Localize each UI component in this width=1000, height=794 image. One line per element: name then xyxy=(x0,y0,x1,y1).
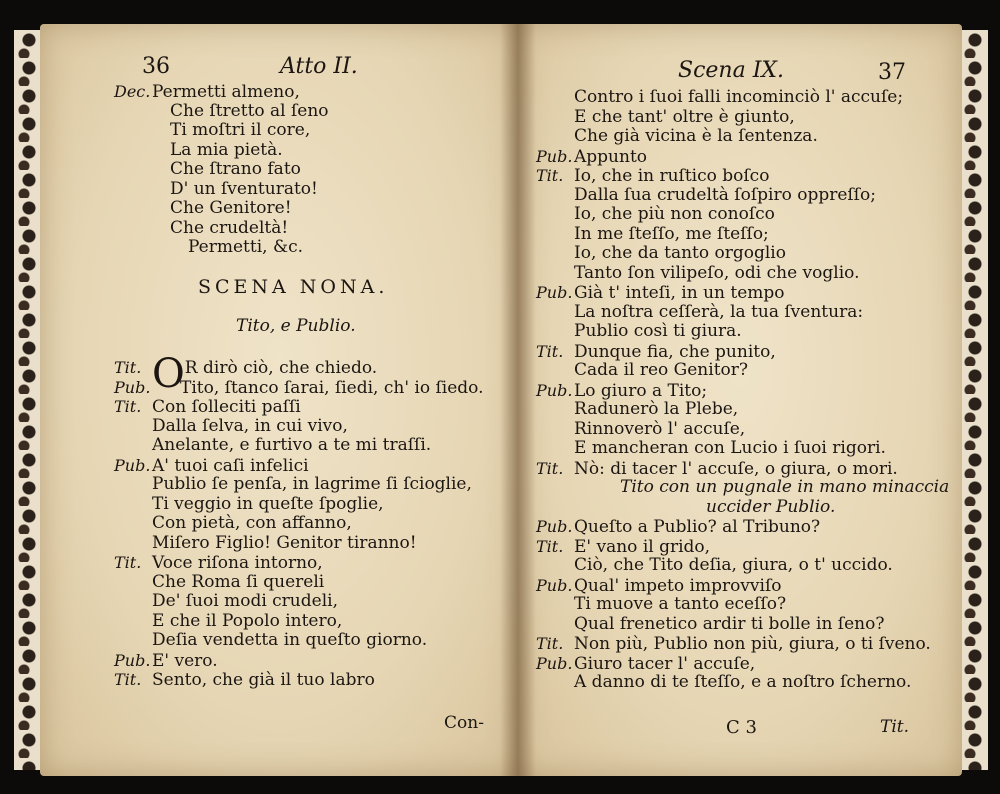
verse-text: Che crudeltà! xyxy=(170,217,289,238)
speaker-label: Tit. xyxy=(114,553,142,572)
text-line xyxy=(114,475,484,495)
text-line xyxy=(536,634,949,654)
speaker-label: Pub. xyxy=(536,380,573,400)
left-page xyxy=(40,24,518,776)
speaker-label: Tit. xyxy=(536,166,564,185)
text-line xyxy=(114,238,329,258)
left-dialogue xyxy=(114,351,484,690)
left-page-number: 36 xyxy=(142,54,170,79)
text-line xyxy=(536,127,949,147)
right-page xyxy=(518,24,962,776)
text-line xyxy=(536,459,949,479)
verse-text: Deſia vendetta in queſto giorno. xyxy=(152,630,428,650)
verse-text: Tanto ſon vilipeſo, odi che voglio. xyxy=(574,262,860,283)
verse-text: Qual' impeto improvviſo xyxy=(574,575,782,596)
verse-text: Contro i ſuoi falli incominciò l' accuſe; xyxy=(574,87,904,107)
speaker-label: Tit. xyxy=(114,397,142,416)
verse-text: Che ſtrano fato xyxy=(170,159,301,179)
verse-text: Queſto a Publio? al Tribuno? xyxy=(574,517,821,537)
verse-text: Io, che in ruſtico boſco xyxy=(574,166,770,186)
scene-heading: SCENA NONA. xyxy=(198,276,389,298)
verse-text: De' ſuoi modi crudeli, xyxy=(152,591,338,611)
book-gutter xyxy=(500,24,536,776)
verse-text: E' vero. xyxy=(152,650,218,671)
verse-text: Già t' inteſi, in un tempo xyxy=(574,283,785,303)
verse-text: A danno di te ſteſſo, e a noſtro ſcherno. xyxy=(574,672,912,692)
right-running-head: Scena IX. xyxy=(678,58,785,83)
text-line xyxy=(536,615,949,635)
verse-text: Dalla ſelva, in cui vivo, xyxy=(152,415,348,436)
verse-text: Nò: di tacer l' accuſe, o giura, o mori. xyxy=(574,458,898,479)
text-line xyxy=(536,439,949,459)
speaker-label: Tit. xyxy=(536,634,564,653)
stage-direction: uccider Publio. xyxy=(706,496,836,517)
speaker-label: Dec. xyxy=(114,82,151,101)
text-line xyxy=(536,283,949,303)
scene-characters: Tito, e Publio. xyxy=(236,316,356,336)
right-marbled-edge xyxy=(960,30,988,770)
verse-text: Ciò, che Tito deſia, giura, o t' uccido. xyxy=(574,555,893,575)
text-line xyxy=(114,141,329,161)
text-line xyxy=(536,225,949,245)
speaker-label: Pub. xyxy=(114,377,151,397)
verse-text: Ti muove a tanto eceſſo? xyxy=(574,594,787,614)
speaker-label: Tit. xyxy=(536,536,564,556)
right-dialogue xyxy=(536,88,949,693)
text-line xyxy=(114,121,329,141)
text-line xyxy=(114,436,484,456)
verse-text: Publio così ti giura. xyxy=(574,321,742,341)
text-line xyxy=(536,517,949,537)
speaker-label: Pub. xyxy=(114,650,151,670)
speaker-label: Tit. xyxy=(536,341,564,361)
text-line xyxy=(114,397,484,417)
right-page-number: 37 xyxy=(878,60,906,85)
speaker-label: Pub. xyxy=(536,653,573,673)
verse-text: Rinnoverò l' accuſe, xyxy=(574,418,746,439)
text-line xyxy=(536,244,949,264)
verse-text: E mancheran con Lucio i ſuoi rigori. xyxy=(574,438,886,458)
text-line xyxy=(536,88,949,108)
text-line xyxy=(114,651,484,671)
text-line xyxy=(114,417,484,437)
text-line xyxy=(114,631,484,651)
text-line xyxy=(114,102,329,122)
verse-text: Dalla ſua crudeltà ſoſpiro oppreſſo; xyxy=(574,184,876,205)
text-line xyxy=(536,420,949,440)
verse-text: Permetti almeno, xyxy=(152,82,300,102)
verse-text: La mia pietà. xyxy=(170,139,283,160)
text-line xyxy=(536,400,949,420)
verse-text: R dirò ciò, che chiedo. xyxy=(184,358,378,378)
right-catchword: Tit. xyxy=(880,717,910,737)
verse-text: Appunto xyxy=(574,146,648,167)
text-line xyxy=(114,495,484,515)
verse-text: Dunque fia, che punito, xyxy=(574,341,776,362)
left-running-head: Atto II. xyxy=(280,54,358,79)
text-line xyxy=(114,456,484,476)
verse-text: Ti moſtri il core, xyxy=(170,120,311,140)
verse-text: Io, che da tanto orgoglio xyxy=(574,243,786,263)
text-line xyxy=(536,556,949,576)
text-line xyxy=(536,576,949,596)
text-line xyxy=(114,82,329,102)
verse-text: Radunerò la Plebe, xyxy=(574,399,739,419)
text-line xyxy=(536,478,949,498)
signature-mark: C 3 xyxy=(726,717,757,738)
left-top-verse xyxy=(114,82,329,258)
text-line xyxy=(114,180,329,200)
verse-text: Voce riſona intorno, xyxy=(152,553,323,573)
verse-text: La noſtra ceſſerà, la tua ſventura: xyxy=(574,301,864,322)
drop-cap: O xyxy=(152,351,185,397)
verse-text: A' tuoi caſi infelici xyxy=(152,455,309,476)
text-line xyxy=(536,186,949,206)
text-line xyxy=(536,147,949,167)
verse-text: Io, che più non conoſco xyxy=(574,204,775,224)
speaker-label: Tit. xyxy=(114,358,142,377)
verse-text: Che Roma ſi quereli xyxy=(152,571,325,592)
speaker-label: Tit. xyxy=(114,670,142,689)
text-line xyxy=(114,592,484,612)
verse-text: Tito, ſtanco ſarai, ſiedi, ch' io ſiedo. xyxy=(180,377,484,398)
text-line xyxy=(536,381,949,401)
text-line xyxy=(536,205,949,225)
verse-text: In me ſteſſo, me ſteſſo; xyxy=(574,223,769,244)
verse-text: E che tant' oltre è giunto, xyxy=(574,106,795,127)
verse-text: Lo giuro a Tito; xyxy=(574,380,708,401)
left-catchword: Con- xyxy=(444,713,484,733)
verse-text: Publio ſe penſa, in lagrime ſi ſcioglie, xyxy=(152,474,472,494)
text-line xyxy=(114,534,484,554)
verse-text: Che ſtretto al ſeno xyxy=(170,100,329,121)
text-line xyxy=(114,199,329,219)
verse-text: Giuro tacer l' accuſe, xyxy=(574,653,756,674)
verse-text: E' vano il grido, xyxy=(574,536,711,557)
text-line xyxy=(536,342,949,362)
text-line xyxy=(114,219,329,239)
text-line xyxy=(114,573,484,593)
text-line xyxy=(114,160,329,180)
text-line xyxy=(114,670,484,690)
speaker-label: Pub. xyxy=(536,517,573,536)
verse-text: E che il Popolo intero, xyxy=(152,610,343,631)
text-line xyxy=(536,654,949,674)
verse-text: Che Genitore! xyxy=(170,198,292,218)
verse-text: Ti veggio in queſte ſpoglie, xyxy=(152,493,384,514)
text-line xyxy=(114,378,484,398)
text-line xyxy=(536,322,949,342)
speaker-label: Pub. xyxy=(536,283,573,302)
verse-text: Che già vicina è la ſentenza. xyxy=(574,126,818,146)
speaker-label: Pub. xyxy=(114,455,151,475)
text-line xyxy=(536,595,949,615)
speaker-label: Pub. xyxy=(536,575,573,595)
verse-text: Miſero Figlio! Genitor tiranno! xyxy=(152,532,417,553)
stage-direction: Tito con un pugnale in mano minaccia xyxy=(620,477,950,497)
text-line xyxy=(536,166,949,186)
text-line xyxy=(536,361,949,381)
text-line xyxy=(536,537,949,557)
verse-text: Con ſolleciti paſſi xyxy=(152,397,301,417)
verse-text: Con pietà, con affanno, xyxy=(152,513,352,533)
speaker-label: Tit. xyxy=(536,458,564,478)
verse-text: Qual frenetico ardir ti bolle in ſeno? xyxy=(574,613,885,634)
verse-text: Cada il reo Genitor? xyxy=(574,360,749,380)
verse-text: Sento, che già il tuo labro xyxy=(152,670,375,690)
verse-text: Anelante, e furtivo a te mi traſſi. xyxy=(152,435,432,455)
text-line xyxy=(536,673,949,693)
verse-text: Permetti, &c. xyxy=(188,237,304,257)
text-line xyxy=(536,108,949,128)
text-line xyxy=(536,303,949,323)
text-line xyxy=(536,264,949,284)
speaker-label: Pub. xyxy=(536,146,573,166)
text-line xyxy=(114,553,484,573)
text-line xyxy=(114,514,484,534)
text-line xyxy=(536,498,949,518)
text-line xyxy=(114,612,484,632)
verse-text: D' un ſventurato! xyxy=(170,178,318,199)
verse-text: Non più, Publio non più, giura, o ti ſveno. xyxy=(574,634,931,654)
